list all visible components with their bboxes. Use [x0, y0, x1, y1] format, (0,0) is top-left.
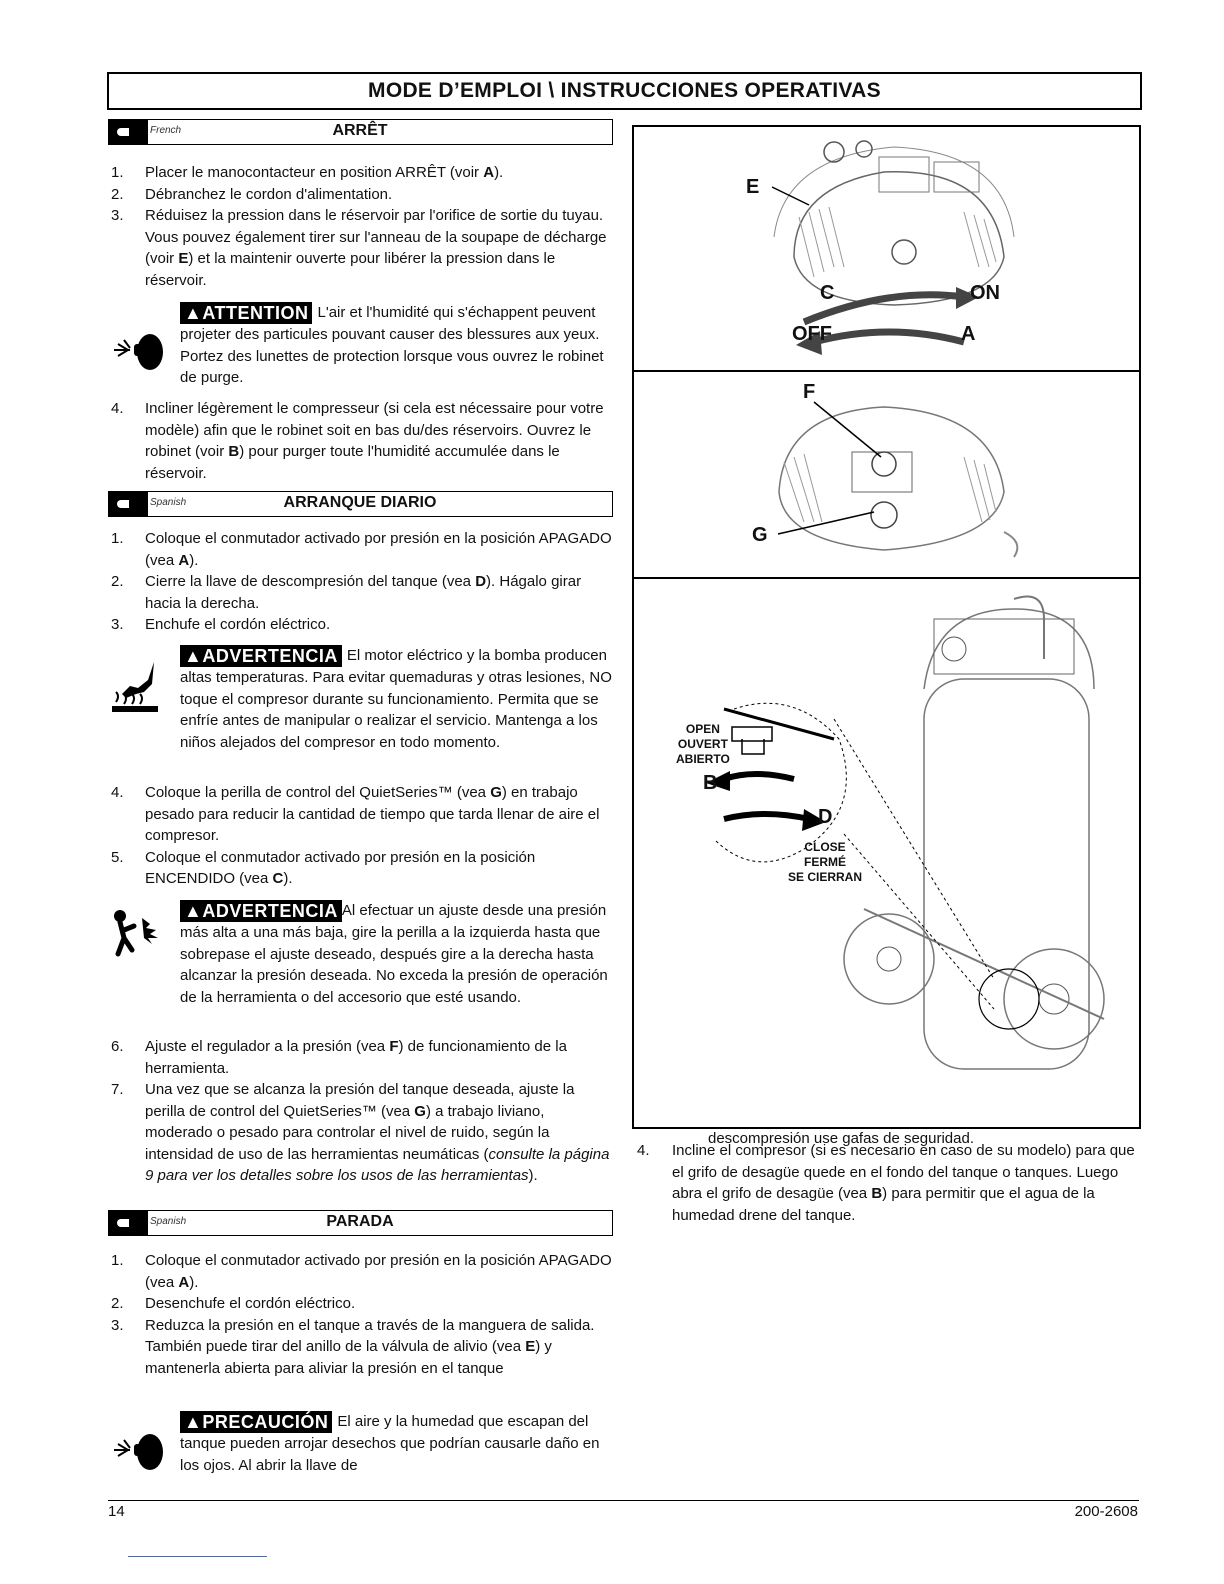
- warning-advertencia-hot: ▲ADVERTENCIA El motor eléctrico y la bomba producen altas temperaturas. Para evitar quemaduras y otras lesiones, NO toque el compresor durante su funcionamiento. Permita que se enfríe antes de manipular o realizar el servicio. Mantenga a los niños alejados del compresor en todo momento.: [180, 646, 612, 751]
- section-language: Spanish: [150, 1216, 187, 1227]
- warning-badge: ▲PRECAUCIÓN: [180, 1411, 332, 1433]
- list-item: 2. Débranchez le cordon d'alimentation.: [111, 185, 393, 203]
- section-heading: ARRÊT: [332, 122, 388, 139]
- list-item: 5. Coloque el conmutador activado por presión en la posición ENCENDIDO (vea C).: [111, 848, 536, 887]
- section-header-arret: [108, 119, 613, 145]
- warning-attention: ▲ATTENTION L'air et l'humidité qui s'échappent peuvent projeter des particules pouvant causer des blessures aux yeux. Portez des lunettes de protection lorsque vous ouvrez le robinet de purge.: [180, 303, 604, 386]
- safety-goggles-icon: [112, 330, 164, 378]
- arranque-steps-cont: [108, 782, 613, 890]
- warning-advertencia-pressure: ▲ADVERTENCIA Al efectuar un ajuste desde una presión más alta a una más baja, gire la perilla a la izquierda hasta que sobrepase el ajuste deseado, después gire a la derecha hasta alcanzar la presión deseada. No exceda la presión de operación de la herramienta o del accesorio que esté usando.: [180, 901, 608, 1006]
- list-item: 3. Réduisez la pression dans le réservoir par l'orifice de sortie du tuyau. Vous pouvez également tirer sur l'anneau de la soupape de décharge (voir E) et la maintenir ouverte pour libérer la pression dans le réservoir.: [111, 207, 607, 289]
- list-item: 2. Cierre la llave de descompresión del tanque (vea D). Hágalo girar hacia la derecha.: [111, 573, 582, 612]
- list-item: 3. Enchufe el cordón eléctrico.: [111, 616, 331, 633]
- list-item: 1. Placer le manocontacteur en position ARRÊT (voir A).: [111, 164, 504, 181]
- section-heading: PARADA: [326, 1213, 394, 1230]
- label-G: G: [752, 524, 768, 546]
- list-item: 4. Incliner légèrement le compresseur (si cela est nécessaire pour votre modèle) afin que le robinet soit en bas du/des réservoirs. Ouvrez le robinet (voir B) pour purger toute l'humidité accumulée dans le réservoir.: [111, 400, 604, 482]
- right-step-4: 4. Incline el compresor (si es necesario en caso de su modelo) para que el grifo de desagüe quede en el fondo del tanque o tanques. Luego abra el grifo de desagüe (vea B) para permitir que el agua de la humedad drene del tanque.: [637, 1142, 1135, 1224]
- label-OFF: OFF: [792, 323, 832, 345]
- tank-drain-illustration: [634, 579, 1139, 1123]
- label-C: C: [820, 282, 835, 304]
- precaucion-continuation: descompresión use gafas de seguridad.: [708, 1130, 975, 1147]
- section-header-parada: [108, 1210, 613, 1236]
- regulator-illustration: [634, 372, 1139, 577]
- page-number: 14: [108, 1503, 125, 1520]
- section-heading: ARRANQUE DIARIO: [283, 494, 437, 511]
- flying-debris-icon: [108, 908, 168, 970]
- parada-steps: [108, 1250, 613, 1379]
- safety-goggles-icon: [112, 1430, 164, 1478]
- arranque-steps: [108, 528, 613, 636]
- section-language: Spanish: [150, 497, 187, 508]
- label-F: F: [803, 381, 816, 403]
- document-number: 200-2608: [1074, 1503, 1138, 1520]
- hot-surface-icon: [108, 658, 166, 716]
- section-header-arranque: [108, 491, 613, 517]
- label-A: A: [961, 323, 976, 345]
- warning-badge: ▲ADVERTENCIA: [180, 645, 342, 667]
- list-item: 1. Coloque el conmutador activado por presión en la posición APAGADO (vea A).: [111, 1252, 612, 1291]
- warning-badge: ▲ADVERTENCIA: [180, 900, 342, 922]
- label-open: OPEN OUVERT ABIERTO: [676, 722, 730, 766]
- scan-artifact-line: [128, 1556, 267, 1557]
- page-title: MODE D’EMPLOI \ INSTRUCCIONES OPERATIVAS: [107, 72, 1142, 110]
- list-item: 3. Reduzca la presión en el tanque a través de la manguera de salida. También puede tirar del anillo de la válvula de alivio (vea E) y mantenerla abierta para aliviar la presión en el tanque: [111, 1316, 595, 1377]
- section-language: French: [150, 125, 182, 136]
- list-item: 7. Una vez que se alcanza la presión del tanque deseada, ajuste la perilla de control del QuietSeries™ (vea G) a trabajo liviano, moderado o pesado para controlar el nivel de ruido, según la intensidad de uso de las herramientas neumáticas (consulte la página 9 para ver los detalles sobre los usos de las herramientas).: [111, 1081, 610, 1184]
- list-item: 2. Desenchufe el cordón eléctrico.: [111, 1295, 356, 1312]
- label-E: E: [746, 176, 760, 198]
- arret-steps: [108, 162, 613, 291]
- arret-steps-cont: [108, 398, 613, 484]
- list-item: 1. Coloque el conmutador activado por presión en la posición APAGADO (vea A).: [111, 530, 612, 569]
- warning-badge: ▲ATTENTION: [180, 302, 312, 324]
- footer-rule: [108, 1500, 1139, 1501]
- warning-precaucion: ▲PRECAUCIÓN El aire y la humedad que escapan del tanque pueden arrojar desechos que podrían causarle daño en los ojos. Al abrir la llave de: [180, 1412, 600, 1474]
- label-B: B: [703, 772, 718, 794]
- list-item: 6. Ajuste el regulador a la presión (vea F) de funcionamiento de la herramienta.: [111, 1038, 567, 1077]
- label-D: D: [818, 806, 833, 828]
- pressure-switch-illustration: [634, 127, 1139, 370]
- label-close: CLOSE FERMÉ SE CIERRAN: [788, 840, 863, 884]
- list-item: 4. Coloque la perilla de control del QuietSeries™ (vea G) en trabajo pesado para reducir la cantidad de tiempo que tarda llenar de aire el compresor.: [111, 784, 600, 844]
- arranque-steps-cont2: [108, 1036, 613, 1187]
- label-ON: ON: [970, 282, 1000, 304]
